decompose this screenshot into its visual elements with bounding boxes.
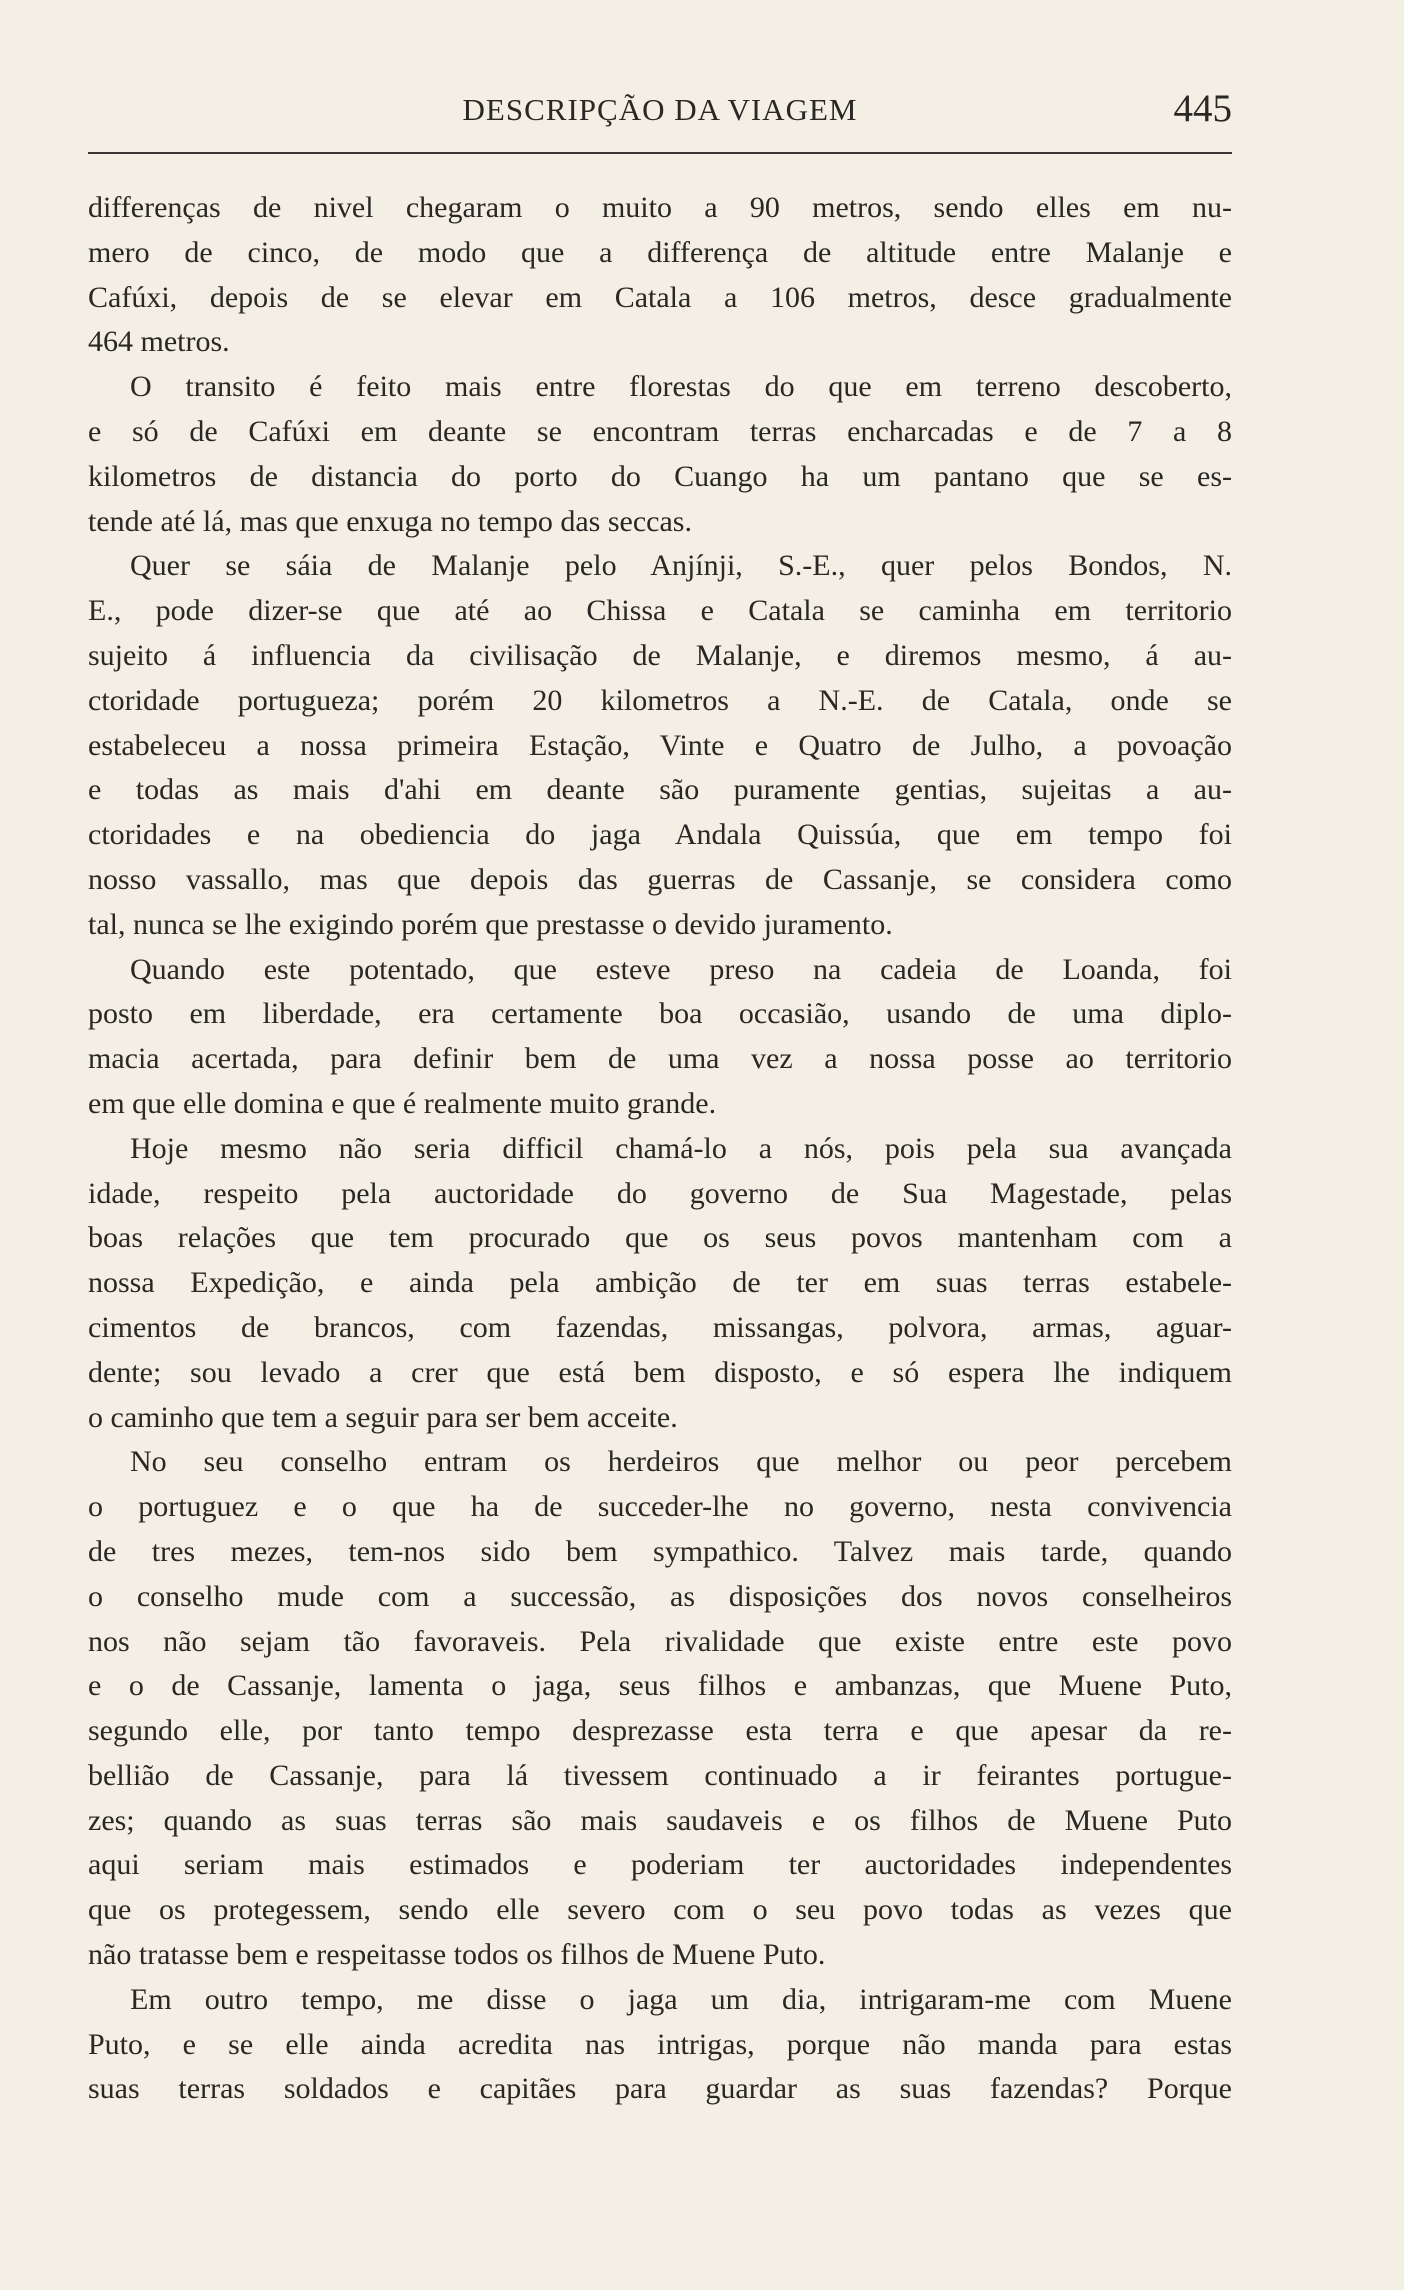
text-line: zes; quando as suas terras são mais saudaveis e os filhos de Muene Puto xyxy=(88,1803,1232,1837)
text-line: que os protegessem, sendo elle severo com o seu povo todas as vezes que xyxy=(88,1893,1232,1927)
text-line: differenças de nivel chegaram o muito a 90 metros, sendo elles em nu- xyxy=(88,191,1232,224)
text-line: Quer se sáia de Malanje pelo Anjínji, S.-E., quer pelos Bondos, N. xyxy=(130,549,1232,583)
running-head xyxy=(88,86,1232,136)
text-line: o caminho que tem a seguir para ser bem acceite. xyxy=(88,1400,678,1434)
text-line: macia acertada, para definir bem de uma vez a nossa posse ao territorio xyxy=(88,1042,1232,1076)
text-line: E., pode dizer-se que até ao Chissa e Catala se caminha em territorio xyxy=(88,594,1232,628)
text-line: Quando este potentado, que esteve preso na cadeia de Loanda, foi xyxy=(130,952,1232,986)
text-line: estabeleceu a nossa primeira Estação, Vinte e Quatro de Julho, a povoação xyxy=(88,728,1232,762)
page-number: 445 xyxy=(1173,87,1232,130)
text-line: posto em liberdade, era certamente boa occasião, usando de uma diplo- xyxy=(88,997,1232,1031)
text-line: tende até lá, mas que enxuga no tempo das seccas. xyxy=(88,504,692,538)
text-line: kilometros de distancia do porto do Cuango ha um pantano que se es- xyxy=(88,459,1232,493)
text-line: ctoridades e na obediencia do jaga Andala Quissúa, que em tempo foi xyxy=(88,818,1232,852)
text-line: boas relações que tem procurado que os seus povos mantenham com a xyxy=(88,1221,1232,1255)
text-line: de tres mezes, tem-nos sido bem sympathico. Talvez mais tarde, quando xyxy=(88,1534,1232,1568)
text-line: o portuguez e o que ha de succeder-lhe no governo, nesta convivencia xyxy=(88,1490,1232,1524)
text-line: não tratasse bem e respeitasse todos os filhos de Muene Puto. xyxy=(88,1938,826,1972)
text-line: cimentos de brancos, com fazendas, missangas, polvora, armas, aguar- xyxy=(88,1310,1232,1344)
text-line: o conselho mude com a successão, as disposições dos novos conselheiros xyxy=(88,1579,1232,1613)
text-line: e o de Cassanje, lamenta o jaga, seus filhos e ambanzas, que Muene Puto, xyxy=(88,1669,1232,1703)
header-rule xyxy=(88,152,1232,154)
text-line: No seu conselho entram os herdeiros que melhor ou peor percebem xyxy=(130,1445,1232,1479)
text-line: e só de Cafúxi em deante se encontram terras encharcadas e de 7 a 8 xyxy=(88,414,1232,448)
text-line: Cafúxi, depois de se elevar em Catala a 106 metros, desce gradualmente xyxy=(88,280,1232,314)
text-line: nos não sejam tão favoraveis. Pela rivalidade que existe entre este povo xyxy=(88,1624,1232,1658)
text-line: segundo elle, por tanto tempo desprezasse esta terra e que apesar da re- xyxy=(88,1714,1232,1748)
text-line: 464 metros. xyxy=(88,325,230,359)
text-line: tal, nunca se lhe exigindo porém que prestasse o devido juramento. xyxy=(88,907,893,941)
text-line: bellião de Cassanje, para lá tivessem continuado a ir feirantes portugue- xyxy=(88,1758,1232,1792)
text-line: e todas as mais d'ahi em deante são puramente gentias, sujeitas a au- xyxy=(88,773,1232,807)
text-line: idade, respeito pela auctoridade do governo de Sua Magestade, pelas xyxy=(88,1176,1232,1210)
text-line: nossa Expedição, e ainda pela ambição de ter em suas terras estabele- xyxy=(88,1266,1232,1300)
text-line: em que elle domina e que é realmente muito grande. xyxy=(88,1086,717,1120)
text-line: sujeito á influencia da civilisação de Malanje, e diremos mesmo, á au- xyxy=(88,638,1232,672)
text-line: nosso vassallo, mas que depois das guerras de Cassanje, se considera como xyxy=(88,862,1232,896)
text-line: aqui seriam mais estimados e poderiam ter auctoridades independentes xyxy=(88,1848,1232,1882)
text-line: Hoje mesmo não seria difficil chamá-lo a nós, pois pela sua avançada xyxy=(130,1131,1232,1165)
text-line: dente; sou levado a crer que está bem disposto, e só espera lhe indiquem xyxy=(88,1355,1232,1389)
text-line: suas terras soldados e capitães para guardar as suas fazendas? Porque xyxy=(88,2072,1232,2106)
running-title: DESCRIPÇÃO DA VIAGEM xyxy=(462,92,858,127)
text-line: mero de cinco, de modo que a differença de altitude entre Malanje e xyxy=(88,235,1232,269)
text-line: ctoridade portugueza; porém 20 kilometros a N.-E. de Catala, onde se xyxy=(88,683,1232,717)
body-text xyxy=(88,186,1232,2112)
text-line: Puto, e se elle ainda acredita nas intrigas, porque não manda para estas xyxy=(88,2027,1232,2061)
text-line: Em outro tempo, me disse o jaga um dia, intrigaram-me com Muene xyxy=(130,1982,1232,2016)
text-line: O transito é feito mais entre florestas do que em terreno descoberto, xyxy=(130,370,1232,404)
